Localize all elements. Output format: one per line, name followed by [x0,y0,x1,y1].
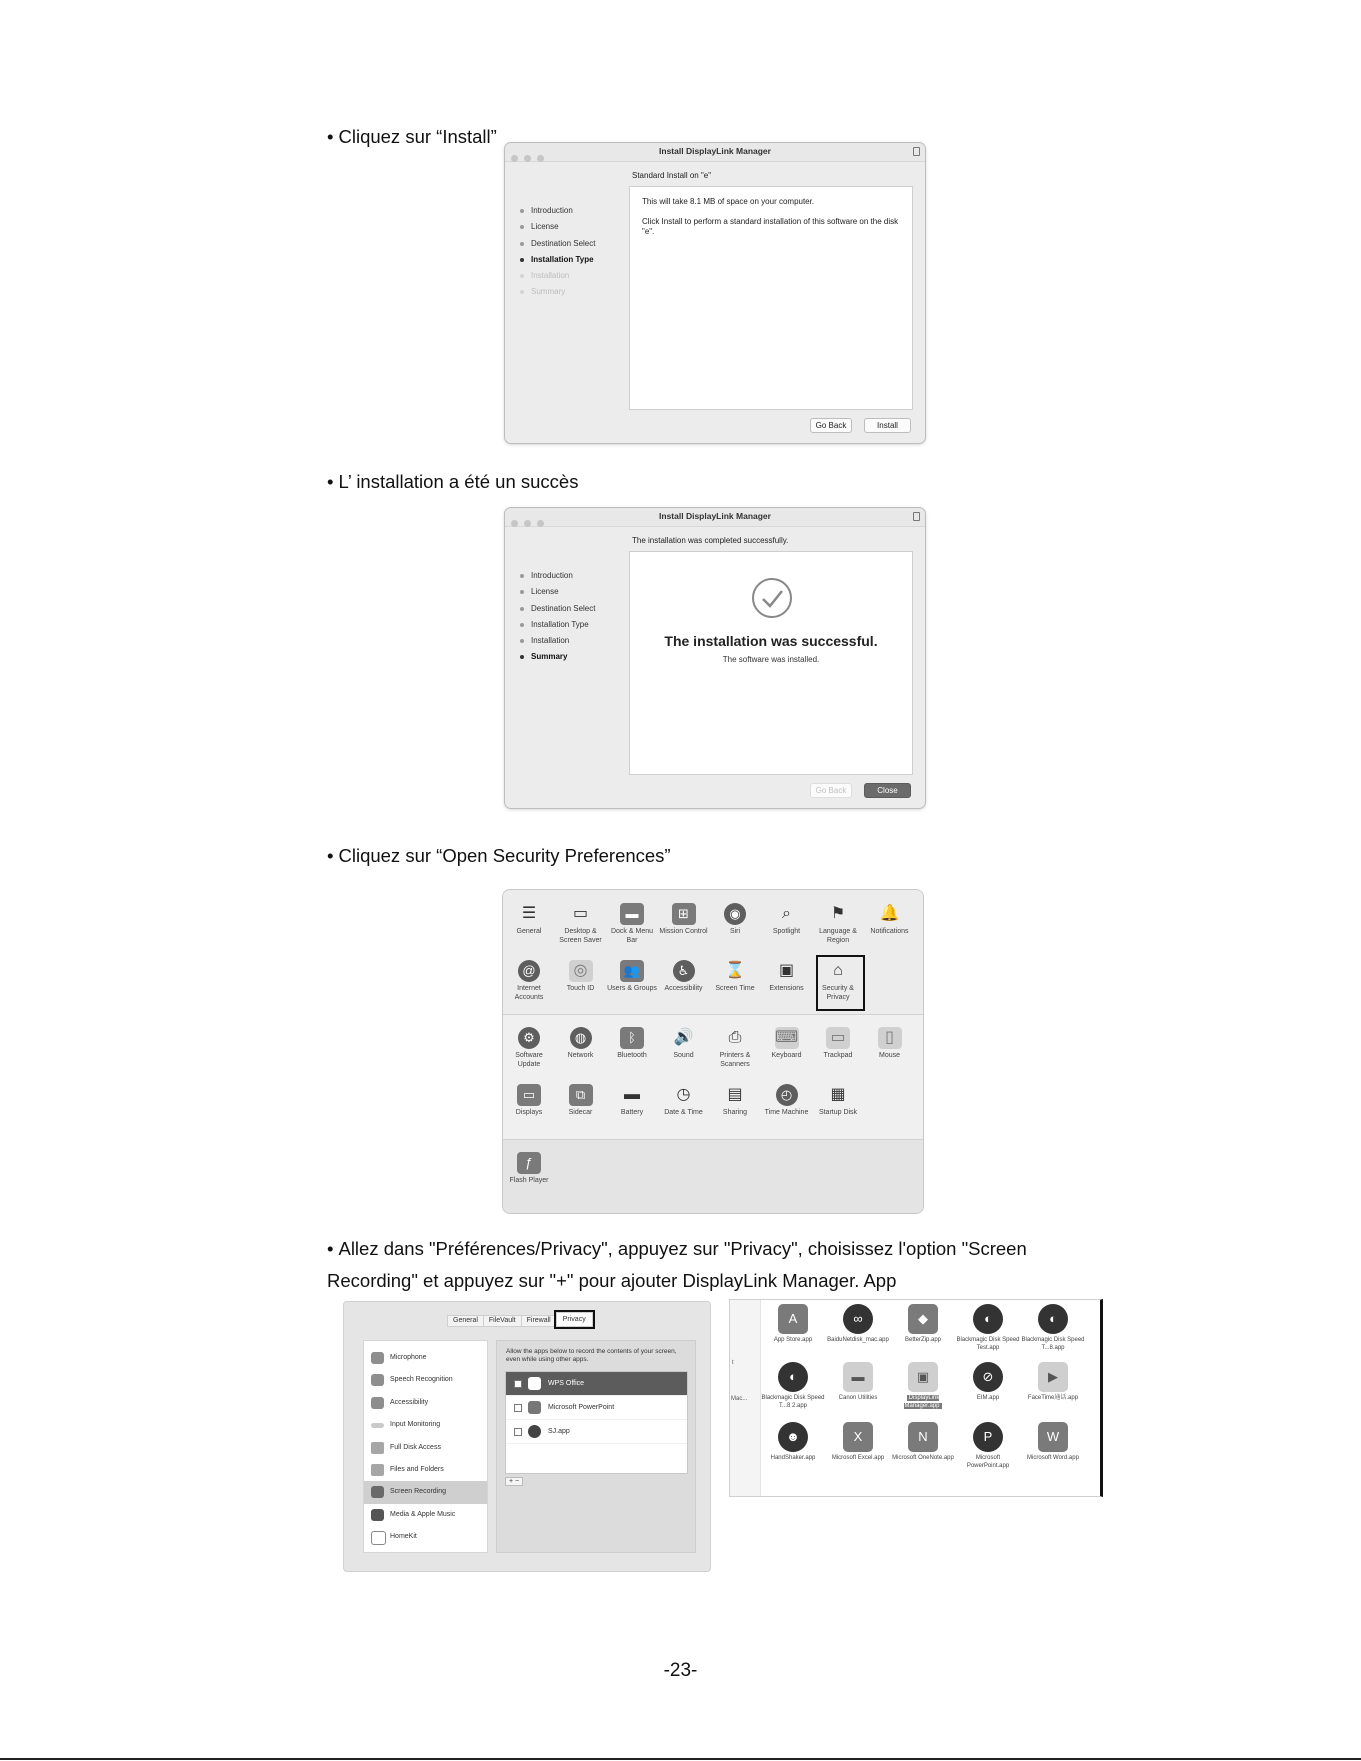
pref-label: Siri [729,928,741,935]
pref-label: Displays [515,1109,543,1116]
finder-item-betterzip[interactable] [890,1304,956,1345]
trackpad-icon: ▭ [826,1027,850,1049]
pref-label: General [516,928,542,935]
word-icon: W [1038,1422,1068,1452]
pref-displays[interactable] [503,1084,555,1118]
pref-label: Bluetooth [617,1052,647,1059]
pref-label: Extensions [769,985,804,992]
list-item-full-disk-access[interactable]: Full Disk Access [364,1437,487,1459]
music-note-icon [371,1509,384,1521]
finder-item-label: Blackmagic Disk Speed Test.app [956,1337,1020,1351]
pref-desktop[interactable] [555,903,607,945]
notifications-icon: 🔔 [879,904,900,922]
keyboard-icon: ⌨ [775,1027,799,1049]
list-item-files-and-folders[interactable]: Files and Folders [364,1459,487,1481]
finder-item-handshaker[interactable] [760,1422,826,1463]
microphone-icon [371,1352,384,1364]
network-icon: ◍ [570,1027,592,1049]
finder-item-canon-utilities[interactable] [825,1362,891,1403]
success-content-pane [629,551,913,775]
app-row-powerpoint[interactable]: Microsoft PowerPoint [506,1396,687,1420]
pref-label: Screen Time [715,985,755,992]
step-destination: Destination Select [518,601,595,617]
finder-item-label: Microsoft PowerPoint.app [966,1455,1010,1469]
finder-item-label: EIM.app [976,1395,1000,1401]
pref-sharing[interactable] [709,1084,761,1118]
pref-startup-disk[interactable] [812,1084,864,1118]
pref-extensions[interactable] [761,960,813,994]
pref-label: Users & Groups [607,985,657,992]
finder-item-label: FaceTime通话.app [1027,1395,1079,1401]
flash-player-icon: ƒ [517,1152,541,1174]
finder-sidebar [730,1300,761,1496]
home-icon [371,1531,386,1545]
list-item-screen-recording[interactable]: Screen Recording [364,1481,487,1503]
checkbox[interactable] [514,1428,522,1436]
finder-item-powerpoint[interactable] [955,1422,1021,1470]
step-summary: Summary [518,284,595,300]
pref-dock[interactable] [606,903,658,945]
install-button[interactable]: Install [864,418,911,433]
pref-label: Software Update [515,1052,543,1068]
dock-icon: ▬ [620,903,644,925]
finder-item-label: Microsoft Word.app [1027,1455,1079,1461]
pref-screen-time[interactable] [709,960,761,994]
step-destination: Destination Select [518,236,595,252]
pref-band-bottom [503,1140,923,1213]
accessibility-icon: ♿ [673,960,695,982]
pref-date-time[interactable] [658,1084,710,1118]
pref-label: Sound [673,1052,694,1059]
pref-printers[interactable] [709,1027,761,1069]
pref-label: Security & Privacy [822,985,854,1001]
success-subtitle: The software was installed. [722,655,820,664]
displays-icon: ▭ [517,1084,541,1106]
pref-label: Dock & Menu Bar [610,928,654,944]
step-license: License [518,584,595,600]
finder-item-word[interactable] [1020,1422,1086,1463]
window-title: Install DisplayLink Manager [659,511,771,521]
success-subhead: The installation was completed successfully. [632,536,789,545]
checkbox[interactable] [514,1404,522,1412]
privacy-detail-pane [496,1340,696,1553]
tab-general[interactable]: General [447,1315,484,1327]
step-summary: Summary [518,649,595,665]
blackmagic-speed-icon: ◐ [1038,1304,1068,1334]
go-back-button[interactable]: Go Back [810,418,852,433]
list-item-input-monitoring[interactable]: Input Monitoring [364,1414,487,1436]
success-title: The installation was successful. [664,633,878,649]
folder-icon [371,1442,384,1454]
pref-battery[interactable] [606,1084,658,1118]
page-bottom-rule [0,1758,1361,1760]
sidebar-label: Mac... [731,1396,748,1402]
onenote-icon: N [908,1422,938,1452]
pref-label: Trackpad [823,1052,853,1059]
sidebar-label: t [732,1360,734,1366]
general-icon: ☰ [521,904,537,922]
sharing-icon: ▤ [727,1085,743,1103]
list-item-speech-recognition[interactable]: Speech Recognition [364,1369,487,1391]
step-4-line-1: • Allez dans "Préférences/Privacy", appuyez sur "Privacy", choisissez l'option "Screen [327,1238,1027,1259]
displaylink-icon: ▣ [908,1362,938,1392]
pref-siri[interactable] [709,903,761,937]
screen-recording-icon [371,1486,384,1498]
finder-item-displaylink[interactable] [890,1362,956,1410]
finder-item-label: HandShaker.app [770,1455,816,1461]
betterzip-icon: ◆ [908,1304,938,1334]
list-item-media-apple-music[interactable]: Media & Apple Music [364,1504,487,1526]
security-privacy-highlight [816,955,865,1011]
pref-label: Startup Disk [818,1109,858,1116]
finder-item-label: App Store.app [773,1337,813,1343]
printers-icon: ⎙ [728,1028,742,1046]
finder-item-onenote[interactable] [890,1422,956,1463]
window-title: Install DisplayLink Manager [659,146,771,156]
lock-icon [913,147,920,156]
pref-internet-accounts[interactable] [503,960,555,1002]
tab-firewall[interactable]: Firewall [521,1315,557,1327]
installer-window-success [504,507,926,809]
pref-users[interactable] [606,960,658,994]
blackmagic-speed2-icon: ◐ [778,1362,808,1392]
sound-icon: 🔊 [673,1028,694,1046]
battery-icon: ▬ [624,1085,640,1103]
installer-steps [518,203,595,301]
step-1-text: • Cliquez sur “Install” [327,126,497,147]
baidunetdisk-icon: ∞ [843,1304,873,1334]
pref-sound[interactable] [658,1027,710,1061]
installer-steps [518,568,595,666]
extensions-icon: ▣ [778,961,795,979]
add-remove-buttons[interactable]: + − [505,1477,523,1486]
pref-label: Desktop & Screen Saver [559,928,602,944]
internet-accounts-icon: @ [518,960,540,982]
desktop-icon: ▭ [572,904,589,922]
checkmark-circle-icon [751,577,793,619]
list-item-accessibility[interactable]: Accessibility [364,1392,487,1414]
pref-label: Battery [620,1109,644,1116]
finder-item-baidunetdisk[interactable] [825,1304,891,1345]
pref-label: Mission Control [659,928,708,935]
pref-label: Sharing [722,1109,748,1116]
step-license: License [518,219,595,235]
step-3-text: • Cliquez sur “Open Security Preferences” [327,845,671,866]
speech-recognition-icon [371,1374,384,1386]
handshaker-icon: ☻ [778,1422,808,1452]
users-icon: 👥 [620,960,644,982]
pref-sidecar[interactable] [555,1084,607,1118]
blackmagic-test-icon: ◐ [973,1304,1003,1334]
facetime-icon: ▶ [1038,1362,1068,1392]
finder-item-label: Microsoft Excel.app [831,1455,885,1461]
privacy-tabs [447,1315,592,1327]
time-machine-icon: ◴ [776,1084,798,1106]
powerpoint-icon [528,1401,541,1414]
sj-app-icon [528,1425,541,1438]
keyboard-icon [371,1423,384,1428]
pref-label: Keyboard [771,1052,802,1059]
pref-label: Internet Accounts [514,985,544,1001]
step-installation: Installation [518,633,595,649]
finder-item-label: BetterZip.app [904,1337,942,1343]
finder-item-blackmagic-test[interactable] [955,1304,1021,1352]
pref-touch-id[interactable] [555,960,607,994]
pref-bluetooth[interactable] [606,1027,658,1061]
pref-notifications[interactable] [864,903,916,937]
app-row-sj[interactable]: SJ.app [506,1420,687,1444]
finder-item-label: Canon Utilities [838,1395,878,1401]
pref-mission-control[interactable] [658,903,710,937]
finder-item-blackmagic-speed[interactable] [1020,1304,1086,1352]
pref-label: Time Machine [764,1109,809,1116]
pref-label: Touch ID [566,985,595,992]
finder-item-label: BaiduNetdisk_mac.app [827,1337,889,1343]
pref-label: Language & Region [819,928,857,944]
finder-item-label: Microsoft OneNote.app [892,1455,954,1461]
app-row-wps-office[interactable]: WPS Office [506,1372,687,1396]
install-info-text: Click Install to perform a standard installation of this software on the disk "e". [642,217,899,236]
step-installation: Installation [518,268,595,284]
installer-window-install [504,142,926,444]
window-titlebar [505,508,925,527]
step-installation-type: Installation Type [518,617,595,633]
step-2-text: • L’ installation a été un succès [327,471,579,492]
finder-item-label: Blackmagic Disk Speed T...8 2.app [761,1395,825,1409]
pref-software-update[interactable] [503,1027,555,1069]
pref-network[interactable] [555,1027,607,1061]
date-time-icon: ◷ [676,1085,691,1103]
finder-applications-window [729,1299,1103,1497]
finder-item-blackmagic-speed2[interactable] [760,1362,826,1410]
pref-mouse[interactable] [864,1027,916,1061]
go-back-button[interactable]: Go Back [810,783,852,798]
finder-item-label: DisplayLink Manager.app [904,1395,940,1409]
checkbox[interactable] [514,1380,522,1388]
step-installation-type: Installation Type [518,252,595,268]
powerpoint-icon: P [973,1422,1003,1452]
step-introduction: Introduction [518,568,595,584]
pref-label: Spotlight [772,928,801,935]
privacy-category-list [363,1340,488,1553]
pref-label: Notifications [870,928,909,935]
pref-trackpad[interactable] [812,1027,864,1061]
step-4-line-2: Recording" et appuyez sur "+" pour ajouter DisplayLink Manager. App [327,1270,897,1291]
finder-item-app-store[interactable] [760,1304,826,1345]
privacy-description: Allow the apps below to record the contents of your screen, even while using other apps. [506,1348,677,1363]
pref-label: Sidecar [568,1109,593,1116]
list-item-homekit[interactable]: HomeKit [364,1526,487,1548]
pref-label: Accessibility [664,985,703,992]
software-update-icon: ⚙ [518,1027,540,1049]
system-preferences-window [502,889,924,1214]
window-titlebar [505,143,925,162]
screen-recording-app-list [505,1371,688,1474]
pref-flash-player[interactable] [503,1152,555,1186]
tab-filevault[interactable]: FileVault [483,1315,522,1327]
install-subhead: Standard Install on "e" [632,171,712,180]
list-item-microphone[interactable]: Microphone [364,1347,487,1369]
finder-item-eim[interactable] [955,1362,1021,1403]
tab-privacy[interactable]: Privacy [556,1312,593,1327]
pref-time-machine[interactable] [761,1084,813,1118]
close-button[interactable]: Close [864,783,911,798]
excel-icon: X [843,1422,873,1452]
pref-label: Flash Player [509,1177,549,1184]
wps-office-icon [528,1377,541,1390]
finder-item-excel[interactable] [825,1422,891,1463]
accessibility-icon [371,1397,384,1409]
pref-general[interactable] [503,903,555,937]
security-privacy-icon: ⌂ [833,961,843,979]
touch-id-icon: ◎ [569,960,593,982]
bluetooth-icon: ᛒ [620,1027,644,1049]
eim-icon: ⊘ [973,1362,1003,1392]
spotlight-icon: ⌕ [782,904,791,922]
finder-item-facetime[interactable] [1020,1362,1086,1403]
sidecar-icon: ⧉ [569,1084,593,1106]
finder-item-label: Blackmagic Disk Speed T...8.app [1021,1337,1085,1351]
pref-label: Date & Time [664,1109,703,1116]
siri-icon: ◉ [724,903,746,925]
mission-control-icon: ⊞ [672,903,696,925]
pref-accessibility[interactable] [658,960,710,994]
step-introduction: Introduction [518,203,595,219]
folder-icon [371,1464,384,1476]
lock-icon [913,512,920,521]
pref-language[interactable] [812,903,864,945]
install-space-text: This will take 8.1 MB of space on your computer. [642,197,815,206]
pref-label: Network [567,1052,594,1059]
screen-time-icon: ⌛ [725,961,745,979]
mouse-icon: ▯ [878,1027,902,1049]
app-store-icon: A [778,1304,808,1334]
language-icon: ⚑ [830,904,846,922]
pref-label: Printers & Scanners [719,1052,751,1068]
pref-label: Mouse [878,1052,900,1059]
pref-spotlight[interactable] [761,903,813,937]
canon-utilities-icon: ▬ [843,1362,873,1392]
pref-keyboard[interactable] [761,1027,813,1061]
page-number: -23- [663,1660,698,1681]
startup-disk-icon: ▦ [830,1085,846,1103]
install-content-pane [629,186,913,410]
security-privacy-panel [343,1301,711,1572]
